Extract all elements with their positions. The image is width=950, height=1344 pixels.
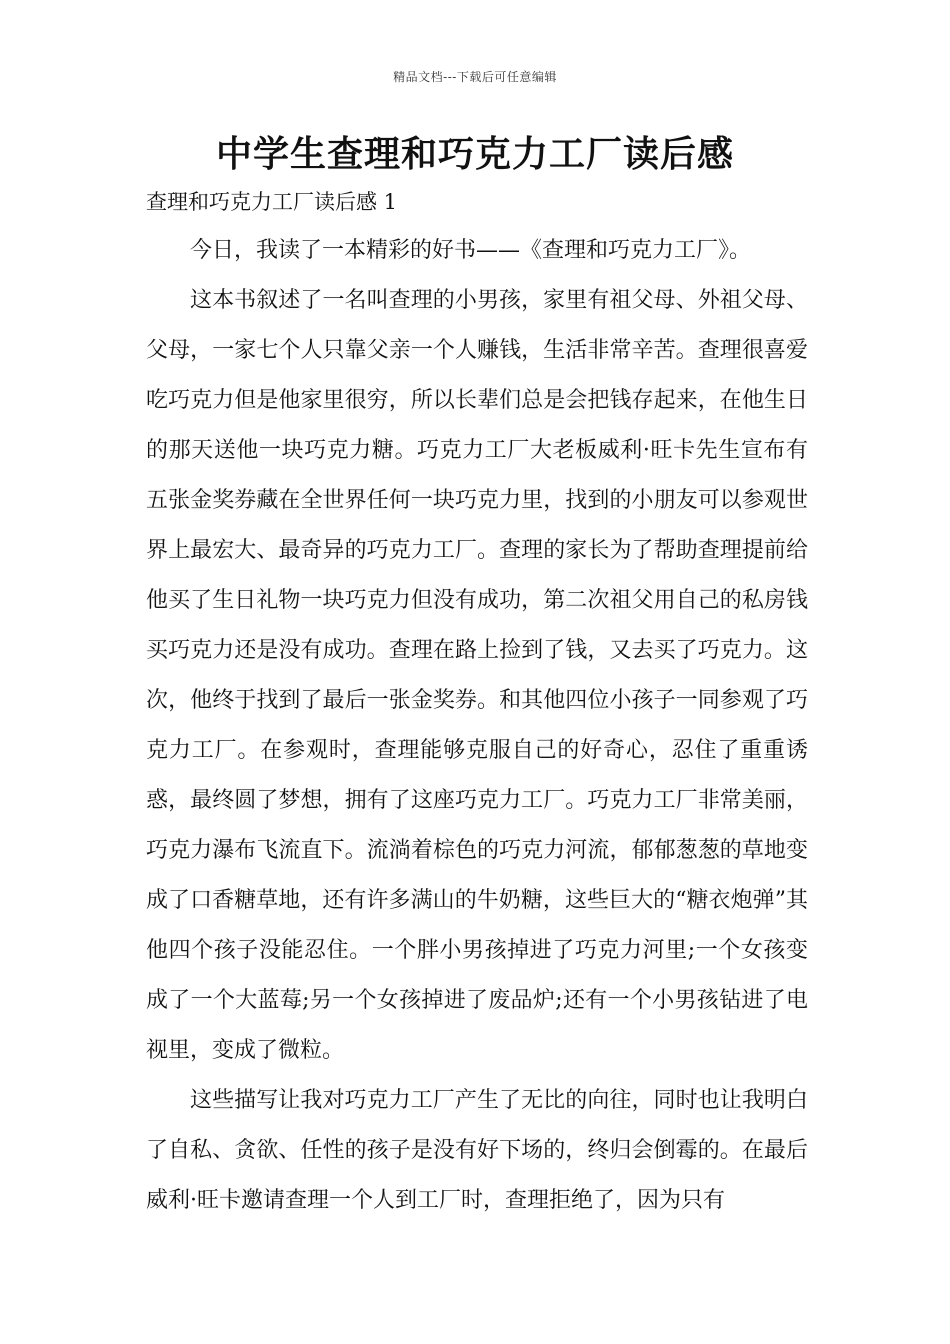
paragraph-intro: 今日，我读了一本精彩的好书——《查理和巧克力工厂》。 xyxy=(190,238,752,263)
header-note: 精品文档---下载后可任意编辑 xyxy=(393,70,557,84)
document-title: 中学生查理和巧克力工厂读后感 xyxy=(215,134,734,175)
body-text xyxy=(146,226,808,1226)
paragraph-story: 这本书叙述了一名叫查理的小男孩，家里有祖父母、外祖父母、父母，一家七个人只靠父亲一个人赚钱，生活非常辛苦。查理很喜爱吃巧克力但是他家里很穷，所以长辈们总是会把钱存起来，在他生日的那天送他一块巧克力糖。巧克力工厂大老板威利·旺卡先生宣布有五张金奖券藏在全世界任何一块巧克力里，找到的小朋友可以参观世界上最宏大、最奇异的巧克力工厂。查理的家长为了帮助查理提前给他买了生日礼物一块巧克力但没有成功，第二次祖父用自己的私房钱买巧克力还是没有成功。查理在路上捡到了钱，又去买了巧克力。这次，他终于找到了最后一张金奖券。和其他四位小孩子一同参观了巧克力工厂。在参观时，查理能够克服自己的好奇心，忍住了重重诱惑，最终圆了梦想，拥有了这座巧克力工厂。巧克力工厂非常美丽，巧克力瀑布飞流直下。流淌着棕色的巧克力河流，郁郁葱葱的草地变成了口香糖草地，还有许多满山的牛奶糖，这些巨大的“糖衣炮弹”其他四个孩子没能忍住。一个胖小男孩掉进了巧克力河里;一个女孩变成了一个大蓝莓;另一个女孩掉进了废品炉;还有一个小男孩钻进了电视里，变成了微粒。 xyxy=(146,288,808,1063)
section-subtitle: 查理和巧克力工厂读后感 1 xyxy=(146,190,398,214)
paragraph-reflection: 这些描写让我对巧克力工厂产生了无比的向往，同时也让我明白了自私、贪欲、任性的孩子是没有好下场的，终归会倒霉的。在最后威利·旺卡邀请查理一个人到工厂时，查理拒绝了，因为只有 xyxy=(146,1088,808,1213)
